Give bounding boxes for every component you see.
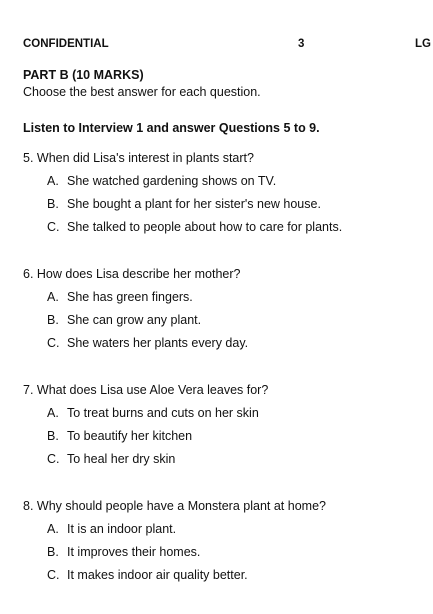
option-text: She bought a plant for her sister's new house. <box>67 197 321 211</box>
question-8-option-c <box>47 568 248 582</box>
question-7: 7. What does Lisa use Aloe Vera leaves for? <box>23 383 269 397</box>
question-8: 8. Why should people have a Monstera plant at home? <box>23 499 326 513</box>
option-letter: B. <box>47 429 59 443</box>
option-text: It makes indoor air quality better. <box>67 568 248 582</box>
question-6-option-b <box>47 313 201 327</box>
option-text: It improves their homes. <box>67 545 201 559</box>
question-5-option-b <box>47 197 321 211</box>
question-8-option-a <box>47 522 176 536</box>
option-letter: C. <box>47 336 60 350</box>
option-text: To treat burns and cuts on her skin <box>67 406 259 420</box>
option-text: She waters her plants every day. <box>67 336 249 350</box>
option-letter: B. <box>47 197 59 211</box>
option-letter: A. <box>47 522 59 536</box>
option-letter: C. <box>47 220 60 234</box>
question-7-option-c <box>47 452 175 466</box>
option-letter: C. <box>47 568 60 582</box>
option-text: She has green fingers. <box>67 290 193 304</box>
confidential-label: CONFIDENTIAL <box>23 38 109 50</box>
option-letter: A. <box>47 290 59 304</box>
option-text: It is an indoor plant. <box>67 522 177 536</box>
part-instruction: Choose the best answer for each question. <box>23 85 261 99</box>
header-code: LG <box>415 38 431 50</box>
question-7-option-a <box>47 406 259 420</box>
option-letter: B. <box>47 545 59 559</box>
question-6-option-a <box>47 290 193 304</box>
option-letter: B. <box>47 313 59 327</box>
question-5-option-a <box>47 174 276 188</box>
question-8-option-b <box>47 545 200 559</box>
question-6-option-c <box>47 336 248 350</box>
question-5: 5. When did Lisa's interest in plants start? <box>23 151 254 165</box>
option-text: She can grow any plant. <box>67 313 202 327</box>
listen-instruction: Listen to Interview 1 and answer Questions 5 to 9. <box>23 121 320 135</box>
page-header <box>23 38 433 54</box>
option-text: To heal her dry skin <box>67 452 176 466</box>
option-text: To beautify her kitchen <box>67 429 193 443</box>
option-letter: A. <box>47 174 59 188</box>
part-title: PART B (10 MARKS) <box>23 68 144 82</box>
question-7-option-b <box>47 429 192 443</box>
option-letter: C. <box>47 452 60 466</box>
question-6: 6. How does Lisa describe her mother? <box>23 267 241 281</box>
question-5-option-c <box>47 220 342 234</box>
option-text: She talked to people about how to care for plants. <box>67 220 343 234</box>
option-letter: A. <box>47 406 59 420</box>
page-number: 3 <box>298 38 305 50</box>
option-text: She watched gardening shows on TV. <box>67 174 277 188</box>
